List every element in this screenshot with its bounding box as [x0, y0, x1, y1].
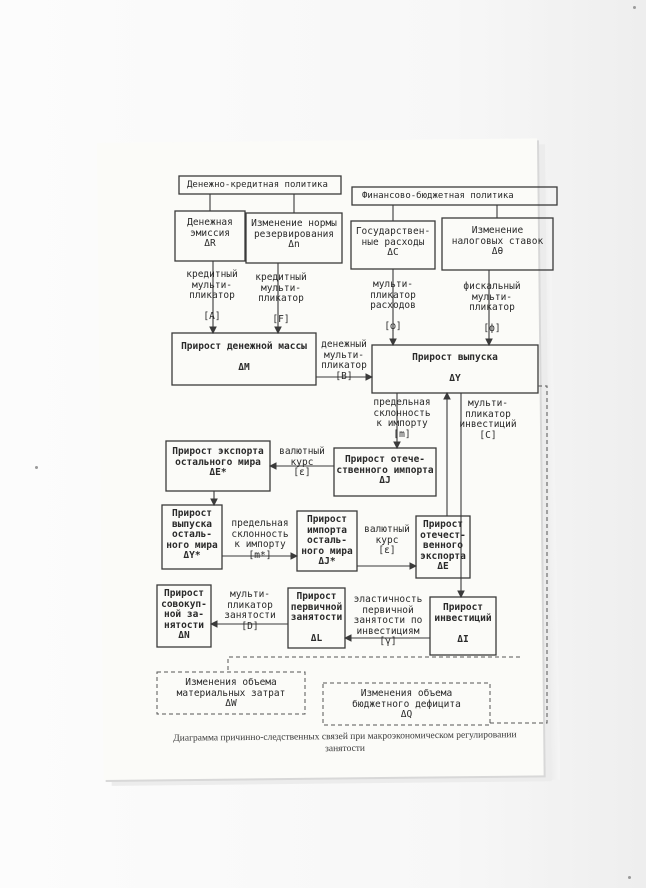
label-propensity-import-star: предельная склонность к импорту [m*]: [231, 518, 289, 561]
label-elasticity-primary: эластичность первичной занятости по инвестициям [γ]: [353, 594, 423, 647]
label-monetary-policy: Денежно-кредитная политика: [187, 180, 328, 190]
scan-speck: [628, 876, 631, 879]
label-rest-import-growth: Прирост импорта осталь- ного мира ΔJ*: [301, 514, 353, 567]
label-credit-multiplier-f: кредитный мульти- пликатор [F]: [255, 272, 307, 325]
label-fiscal-policy: Финансово-бюджетная политика: [362, 191, 514, 201]
label-gov-spending: Государствен- ные расходы ΔC: [355, 226, 431, 258]
label-total-employment-growth: Прирост совокуп- ной за- нятости ΔN: [161, 588, 207, 641]
label-money-emission: Денежная эмиссия ΔR: [187, 217, 233, 249]
label-budget-deficit-change: Изменения объема бюджетного дефицита ΔQ: [352, 688, 461, 720]
label-investment-growth: Прирост инвестиций ΔI: [434, 602, 492, 645]
label-output-growth: Прирост выпуска ΔY: [412, 352, 498, 384]
label-rest-output-growth: Прирост выпуска осталь- ного мира ΔY*: [166, 508, 218, 561]
label-currency-rate-2: валютный курс [ε]: [364, 524, 410, 556]
label-currency-rate-1: валютный курс [ε]: [279, 446, 325, 478]
label-money-multiplier: денежный мульти- пликатор [B]: [321, 339, 367, 382]
label-tax-rates: Изменение налоговых ставок Δθ: [451, 225, 544, 257]
scan-speck: [633, 6, 636, 9]
label-fiscal-multiplier: фискальный мульти- пликатор [ф]: [463, 281, 521, 334]
label-domestic-export-growth: Прирост отечест- венного экспорта ΔE: [420, 519, 466, 572]
label-rest-export-growth: Прирост экспорта остального мира ΔE*: [172, 446, 264, 478]
label-spending-multiplier: мульти- пликатор расходов [φ]: [370, 279, 416, 332]
label-investment-multiplier: мульти- пликатор инвестиций [C]: [459, 398, 517, 441]
label-propensity-import: предельная склонность к импорту [m]: [373, 397, 431, 440]
label-money-supply-growth: Прирост денежной массы ΔM: [181, 341, 307, 373]
label-reserve-norm: Изменение нормы резервирования Δn: [251, 218, 337, 250]
label-material-costs-change: Изменения объема материальных затрат ΔW: [176, 677, 286, 709]
diagram-caption: Диаграмма причинно-следственных связей при макроэкономическом регулировании занятости: [173, 730, 517, 755]
label-credit-multiplier-a: кредитный мульти- пликатор [A]: [186, 269, 238, 322]
label-domestic-import-growth: Прирост отече- ственного импорта ΔJ: [336, 454, 434, 486]
scan-speck: [35, 466, 38, 469]
label-employment-multiplier: мульти- пликатор занятости [D]: [224, 589, 276, 632]
label-primary-employment-growth: Прирост первичной занятости ΔL: [290, 591, 343, 644]
